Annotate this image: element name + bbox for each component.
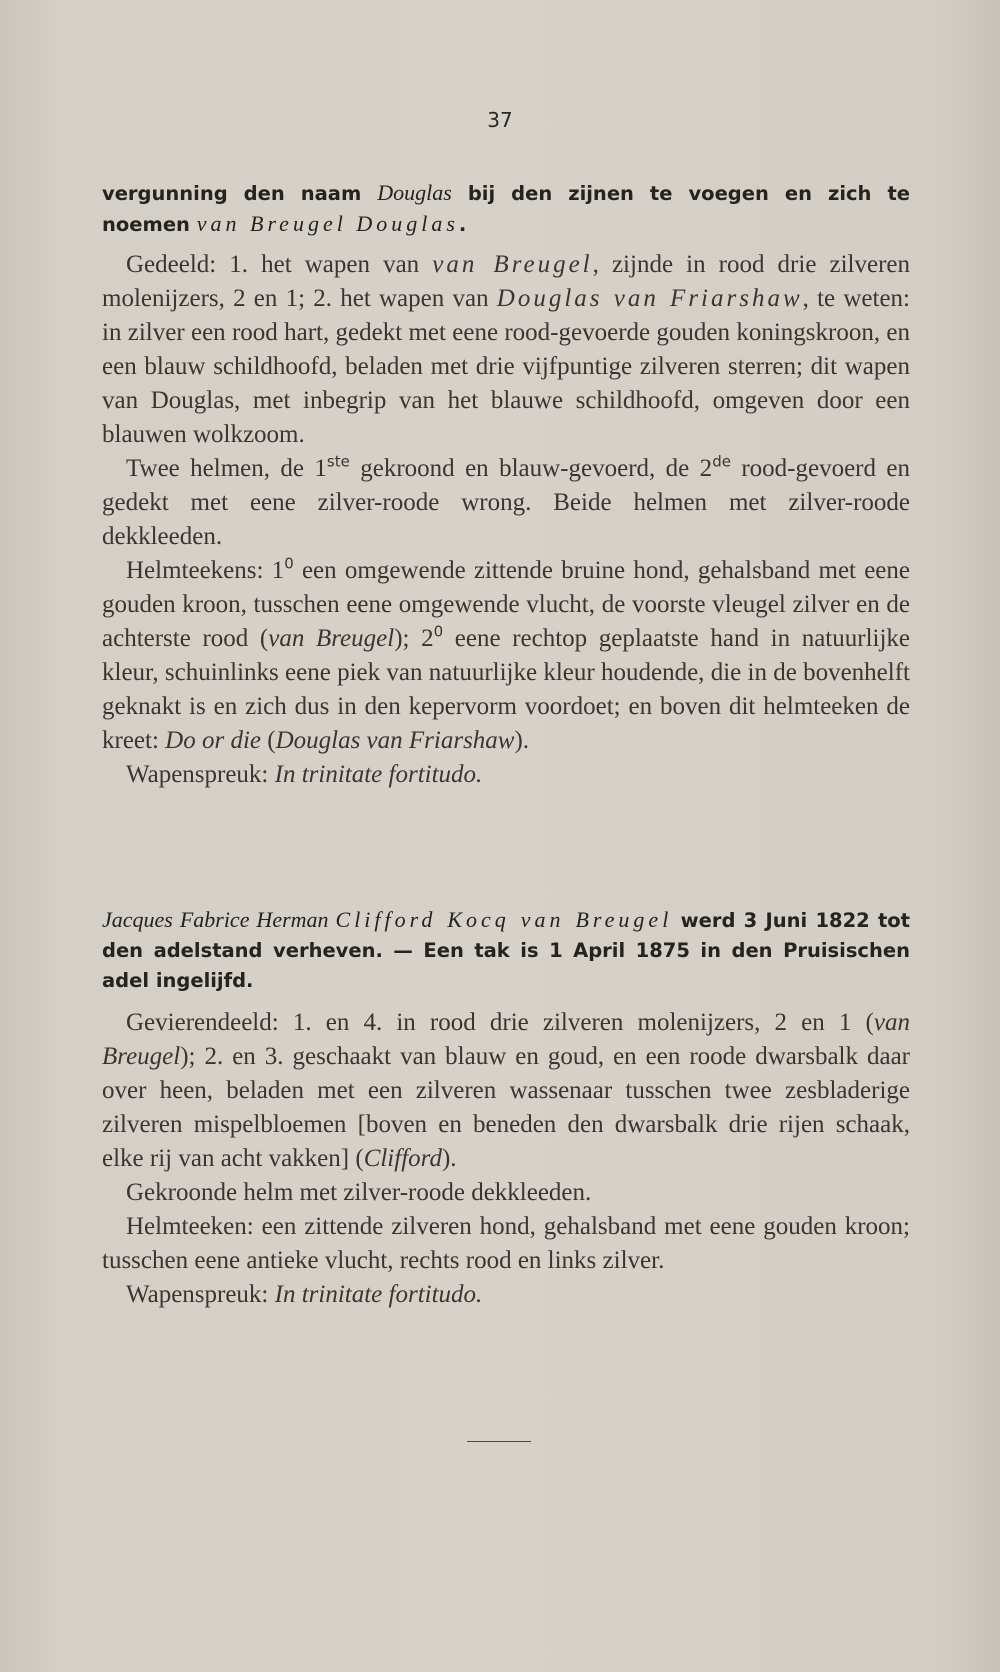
paragraph-wapenspreuk-2: Wapenspreuk: In trinitate fortitudo. xyxy=(126,1281,483,1308)
intro-text: bij den zijnen te voegen en zich te xyxy=(451,182,910,205)
name-douglas-van-friarshaw: Douglas van Friarshaw xyxy=(496,285,803,312)
intro-name-full: van Breugel Douglas xyxy=(196,211,459,236)
paragraph-helmteekens: Helmteekens: $1^0$ een omgewende zittende bruine hond, gehalsband met eene gouden kroon, tusschen eene omgewende vlucht, de voorste vleugel zilver en de achterste rood (van Breugel); $2^0$ eene rechtop geplaatste hand in natuurlijke kleur, schuinlinks eene piek van natuurlijke kleur houdende, die in de bovenhelft geknakt is en zich dus in den kepervorm voordoet; en boven dit helmteeken de kreet: Do or die (Douglas van Friarshaw). xyxy=(102,554,911,754)
paragraph-gevierendeeld: Gevierendeeld: 1. en 4. in rood drie zilveren molenijzers, 2 en 1 (van Breugel); 2. en 3. geschaakt van blauw en goud, en een roode dwarsbalk daar over heen, beladen met een zilveren wassenaar tusschen twee zesbladerige zilveren mispelbloemen [boven en beneden den dwarsbalk drie rijen schaak, elke rij van acht vakken] (Clifford). xyxy=(102,1009,910,1172)
paragraph-helmteeken: Helmteeken: een zittende zilveren hond, gehalsband met eene gouden kroon; tusschen eene antieke vlucht, rechts rood en links zilver. xyxy=(102,1213,910,1274)
person-text: werd 3 Juni 1822 tot den adelstand verheven. — Een tak is 1 April 1875 in den Pruisischen adel ingelijfd. xyxy=(102,909,911,992)
intro-name-douglas: Douglas xyxy=(377,180,452,205)
intro-text: vergunning den naam xyxy=(102,182,378,205)
person-given-names: Jacques Fabrice Herman xyxy=(102,907,336,932)
intro-text: . xyxy=(458,213,467,236)
section-end-rule xyxy=(467,1441,531,1442)
name-van-breugel: van Breugel xyxy=(432,251,593,278)
intro-text: noemen xyxy=(102,213,197,236)
person-entry xyxy=(102,905,910,996)
motto: In trinitate fortitudo. xyxy=(274,1281,483,1308)
arms-description-2 xyxy=(102,1006,910,1312)
intro-line-1 xyxy=(102,178,910,209)
motto: In trinitate fortitudo. xyxy=(274,761,483,788)
paragraph-gekroonde-helm: Gekroonde helm met zilver-roode dekkleeden. xyxy=(126,1179,592,1206)
person-surname: Clifford Kocq van Breugel xyxy=(335,907,673,932)
arms-description-1 xyxy=(102,248,910,792)
intro-paragraph xyxy=(102,178,910,240)
paragraph-gedeeld: Gedeeld: 1. het wapen van van Breugel, zijnde in rood drie zilveren molenijzers, 2 en 1; 2. het wapen van Douglas van Friarshaw, te weten: in zilver een rood hart, gedekt met eene rood-gevoerde gouden koningskroon, en een blauw schildhoofd, beladen met drie vijfpuntige zilveren sterren; dit wapen van Douglas, met inbegrip van het blauwe schildhoofd, omgeven door een blauwen wolkzoom. xyxy=(102,251,911,448)
intro-line-2 xyxy=(102,209,910,240)
page-number: 37 xyxy=(487,108,513,132)
paragraph-helmen: Twee helmen, de 1ste gekroond en blauw-gevoerd, de 2de rood-gevoerd en gedekt met eene zilver-roode wrong. Beide helmen met zilver-roode dekkleeden. xyxy=(102,452,911,550)
paragraph-wapenspreuk-1: Wapenspreuk: In trinitate fortitudo. xyxy=(126,761,483,788)
